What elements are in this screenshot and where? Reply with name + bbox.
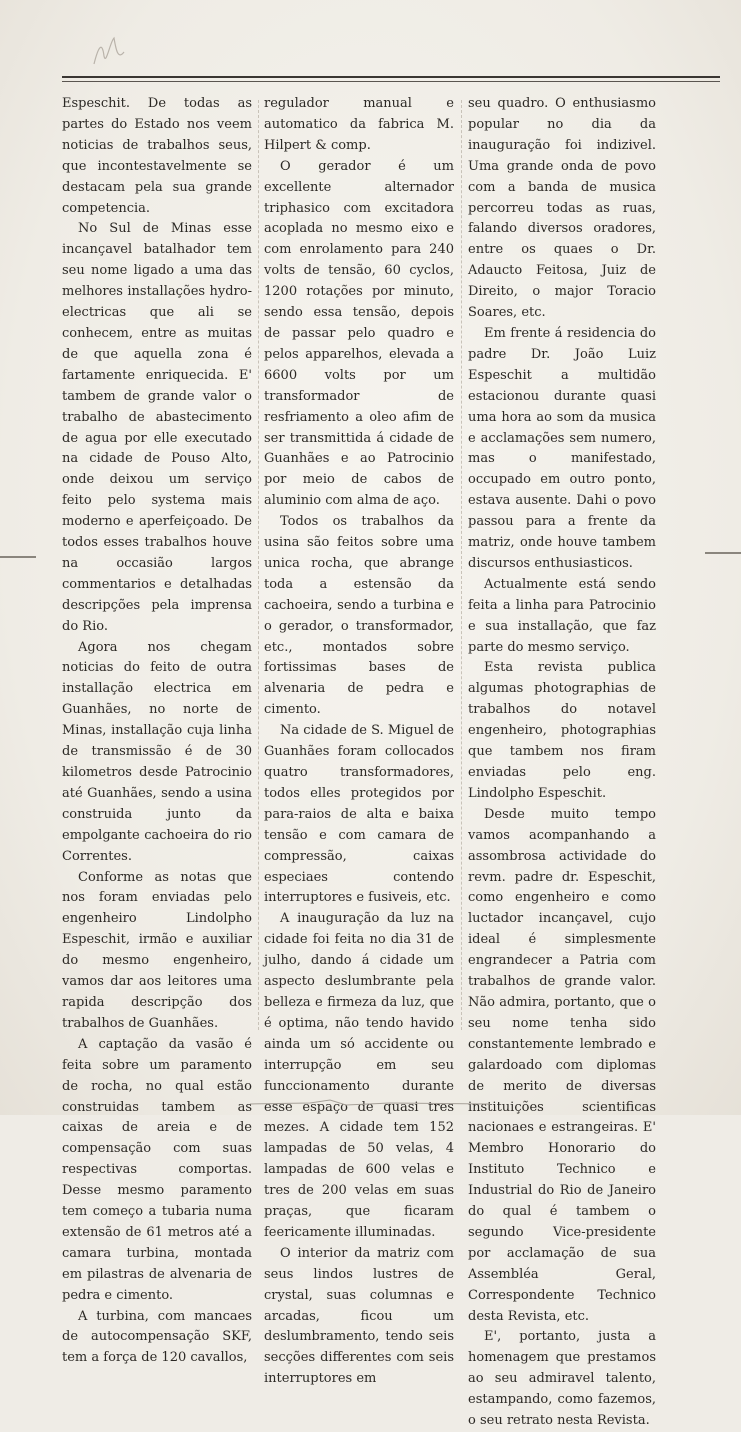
left-edge-fold-mark [0, 556, 36, 558]
header-rule-thin [62, 81, 720, 82]
paragraph: Espeschit. De todas as partes do Estado nos veem noticias de trabalhos seus, que incontestavelmente se destacam pela sua grande competencia. [62, 96, 252, 216]
article-column-2 [264, 94, 454, 1390]
paragraph: Todos os trabalhos da usina são feitos sobre uma unica rocha, que abrange toda a estensão da cachoeira, sendo a turbina e o gerador, o transformador, etc., montados sobre fortissimas bases de alvenaria de pedra e cimento. [264, 514, 454, 718]
column-divider [258, 100, 259, 1030]
paragraph: Agora nos chegam noticias do feito de outra installação electrica em Guanhães, no norte de Minas, installação cuja linha de transmissão é de 30 kilometros desde Patrocinio até Guanhães, sendo a usina construida junto da empolgante cachoeira do rio Correntes. [62, 639, 252, 864]
column-divider [461, 100, 462, 1030]
paragraph: O gerador é um excellente alternador triphasico com excitadora acoplada no mesmo eixo e com enrolamento para 240 volts de tensão, 60 cyclos, 1200 rotações por minuto, sendo essa tensão, depois de passar pelo quadro e pelos apparelhos, elevada a 6600 volts por um transformador de resfriamento a oleo afim de ser transmittida á cidade de Guanhães e ao Patrocinio por meio de cabos de aluminio com alma de aço. [264, 158, 454, 509]
bottom-edge-tear-mark [250, 1098, 490, 1108]
paragraph: No Sul de Minas esse incançavel batalhador tem seu nome ligado a uma das melhores installações hydro-electricas que ali se conhecem, entre as muitas de que aquella zona é fartamente enriquecida. E' tambem de grande valor o trabalho de abastecimento de agua por elle executado na cidade de Pouso Alto, onde deixou um serviço feito pelo systema mais moderno e aperfeiçoado. De todos esses trabalhos houve na occasião largos commentarios e detalhadas descripções pela imprensa do Rio. [62, 221, 252, 634]
paragraph: Esta revista publica algumas photographias de trabalhos do notavel engenheiro, photographias que tambem nos firam enviadas pelo eng. Lindolpho Espeschit. [468, 660, 656, 801]
paragraph: Em frente á residencia do padre Dr. João Luiz Espeschit a multidão estacionou durante quasi uma hora ao som da musica e acclamações sem numero, mas o manifestado, occupado em outro ponto, estava ausente. Dahi o povo passou para a frente da matriz, onde houve tambem discursos enthusiasticos. [468, 325, 656, 571]
article-column-3 [468, 94, 656, 1432]
paragraph: E', portanto, justa a homenagem que prestamos ao seu admiravel talento, estampando, como fazemos, o seu retrato nesta Revista. [468, 1329, 656, 1429]
right-edge-fold-mark [705, 552, 741, 554]
paragraph: Desde muito tempo vamos acompanhando a assombrosa actividade do revm. padre dr. Espeschit, como engenheiro e como luctador incançavel, cujo ideal é simplesmente engrandecer a Patria com trabalhos de grande valor. Não admira, portanto, que o seu nome tenha sido constantemente lembrado e galardoado com diplomas de merito de diversas instituições scientificas nacionaes e estrangeiras. E' Membro Honorario do Instituto Technico e Industrial do Rio de Janeiro do qual é tambem o segundo Vice-presidente por acclamação de sua Assembléa Geral, Correspondente Technico desta Revista, etc. [468, 806, 656, 1324]
paragraph: O interior da matriz com seus lindos lustres de crystal, suas columnas e arcadas, ficou um deslumbramento, tendo seis secções differentes com seis interruptores em [264, 1245, 454, 1387]
article-column-1 [62, 94, 252, 1369]
paragraph: seu quadro. O enthusiasmo popular no dia da inauguração foi indizivel. Uma grande onda de povo com a banda de musica percorreu todas as ruas, falando diversos oradores, entre os quaes o Dr. Adaucto Feitosa, Juiz de Direito, o major Toracio Soares, etc. [468, 96, 656, 321]
paragraph: Conforme as notas que nos foram enviadas pelo engenheiro Lindolpho Espeschit, irmão e auxiliar do mesmo engenheiro, vamos dar aos leitores uma rapida descripção dos trabalhos de Guanhães. [62, 869, 252, 1031]
paragraph: A captação da vasão é feita sobre um paramento de rocha, no qual estão construidas tambem as caixas de areia e de compensação com suas respectivas comportas. Desse mesmo paramento tem começo a tubaria numa extensão de 61 metros até a camara turbina, montada em pilastras de alvenaria de pedra e cimento. [62, 1036, 252, 1303]
paragraph: regulador manual e automatico da fabrica M. Hilpert & comp. [264, 96, 454, 153]
paragraph: A inauguração da luz na cidade foi feita no dia 31 de julho, dando á cidade um aspecto deslumbrante pela belleza e firmeza da luz, que é optima, não tendo havido ainda um só accidente ou interrupção em seu funccionamento durante esse espaço de quasi tres mezes. A cidade tem 152 lampadas de 50 velas, 4 lampadas de 600 velas e tres de 200 velas em suas praças, que ficaram feericamente illuminadas. [264, 911, 454, 1240]
header-rule-thick [62, 76, 720, 78]
pencil-scribble-mark [90, 30, 130, 74]
paragraph: Na cidade de S. Miguel de Guanhães foram collocados quatro transformadores, todos elles protegidos por para-raios de alta e baixa tensão e com camara de compressão, caixas especiaes contendo interruptores e fusiveis, etc. [264, 723, 454, 906]
paragraph: Actualmente está sendo feita a linha para Patrocinio e sua installação, que faz parte do mesmo serviço. [468, 576, 656, 655]
paragraph: A turbina, com mancaes de autocompensação SKF, tem a força de 120 cavallos, [62, 1308, 252, 1366]
